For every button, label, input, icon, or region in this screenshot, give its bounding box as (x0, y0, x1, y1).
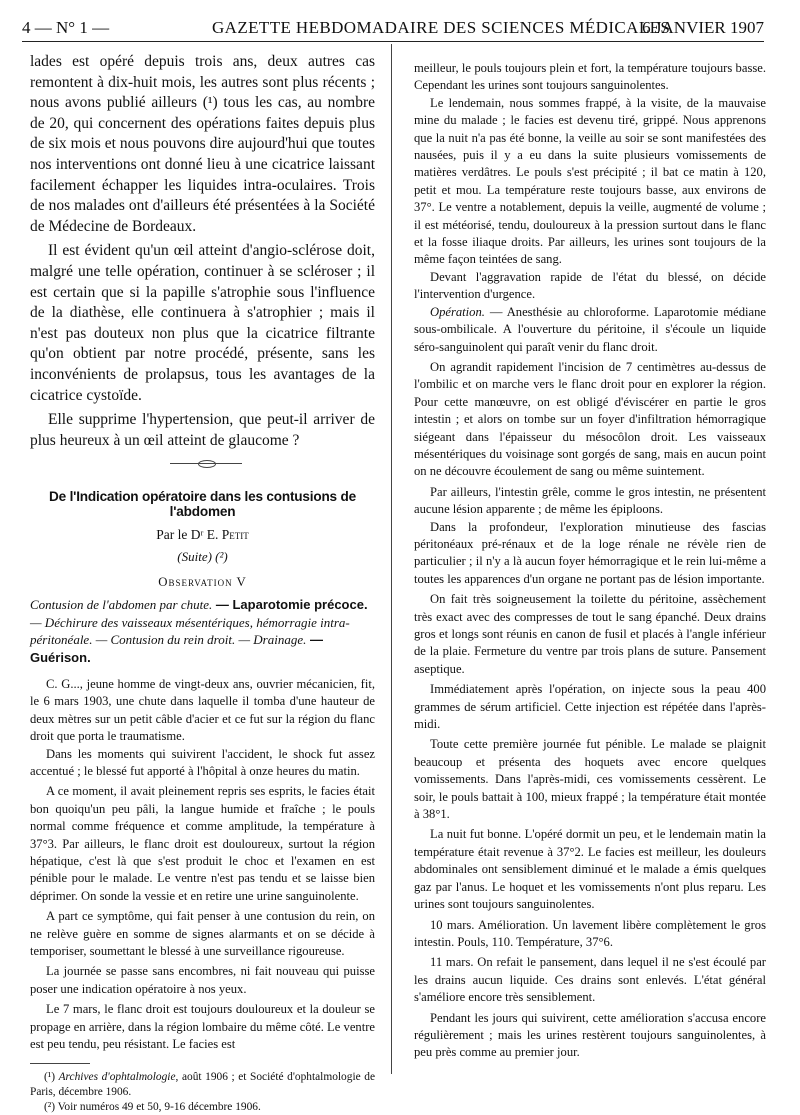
summary-part: — Laparotomie précoce. (212, 597, 368, 613)
paragraph: A part ce symptôme, qui fait penser à une contusion du rein, on ne relève guère en somme de signes alarmants et on se décide à temporiser, soumettant le blessé à une surveillance rigoureuse. (30, 909, 375, 958)
summary-part: — Déchirure des vaisseaux mésentériques, hémorragie intra-péritonéale. — Contusion du rein droit. — Drainage. (30, 614, 350, 648)
paragraph: On agrandit rapidement l'incision de 7 centimètres au-dessus de l'ombilic et on marche vers le flanc droit pour en explorer la région. Pour cette manœuvre, on est obligé d'éviscérer en partie le gros intestin ; et alors on tombe sur un foyer d'infiltration hémorragique siégeant dans l'épaisseur du mésocôlon droit. Les vaisseaux mésentériques du voisinage sont gorgés de sang, mais en aucun point on ne découvre écoulement de sang ou même suintement. (414, 359, 766, 479)
section-separator (30, 451, 375, 477)
author-name: Petit (221, 527, 249, 543)
paragraph: Toute cette première journée fut pénible. Le malade se plaignit beaucoup et présenta des hoquets avec encore quelques vomissements. Dans l'après-midi, ces vomissements cessèrent. Le soir, le pouls battait à 100, mieux frappé ; la température était montée à 38°1. (414, 737, 766, 822)
header-rule (22, 41, 764, 42)
operation-label: Opération. (430, 304, 485, 319)
footnotes (30, 1070, 375, 1114)
paragraph: 11 mars. On refait le pansement, dans lequel il ne s'est écoulé par les drains aucun liquide. Ces drains sont enlevés. L'état général s'améliore encore très sensiblement. (414, 955, 766, 1005)
operation-text: — Anesthésie au chloroforme. Laparotomie médiane sous-ombilicale. A l'ouverture du péritoine, il s'écoule un liquide séro-sanguinolent qui paraît venir du flanc droit. (414, 304, 766, 354)
observation-heading: Observation V (158, 575, 247, 590)
paragraph: Dans la profondeur, l'exploration minutieuse des fascias péritonéaux pré-rénaux et de la loge rénale ne révèle rien de particulier ; il n'y a là aucun foyer hémorragique et le rein lui-même a toutes les apparences d'un organe ne portant pas de lésion importante. (414, 519, 766, 586)
paragraph: A ce moment, il avait pleinement repris ses esprits, le facies était bon quoiqu'un peu pâli, la langue humide et fraîche ; le pouls normal comme fréquence et comme amplitude, la température à 37°3. Par ailleurs, le flanc droit est douloureux, surtout la région hépatique, c'est là que s'est produit le choc et l'examen en est pénible pour le malade. Le ventre n'est pas tendu et se laisse bien déprimer. On sonde la vessie et en retire une urine sanguinolente. (30, 784, 375, 903)
footnote-source: Archives d'ophtalmologie (58, 1071, 176, 1084)
footnote: (²) Voir numéros 49 et 50, 9-16 décembre 1906. (44, 1101, 261, 1114)
paragraph: La nuit fut bonne. L'opéré dormit un peu, et le lendemain matin la température était revenue à 37°2. Le facies est meilleur, les douleurs abdominales ont sensiblement diminué et le malade a émis quelques gaz par l'anus. Le hoquet et les vomissements n'ont plus reparu. Les urines sont toujours sanguinolentes. (414, 827, 766, 912)
paragraph: Il est évident qu'un œil atteint d'angio-sclérose doit, malgré une telle opération, continuer à se scléroser ; il est certain que si la papille s'atrophie sous l'influence de la diathèse, elle continuera à s'atrophier ; mais il n'est pas douteux non plus que la cicatrice filtrante qu'on obtient par notre procédé, présente, sans les inconvénients de prolapsus, tous les avantages de la cicatrice cystoïde. (30, 242, 375, 404)
paragraph: Le lendemain, nous sommes frappé, à la visite, de la mauvaise mine du malade ; le facies est devenu tiré, grippé. Nous apprenons que la nuit n'a pas été bonne, la veille au soir se sont manifestées des nausées, puis il y a eu dans la suite plusieurs vomissements de matières verdâtres. Le pouls s'est précipité ; il bat ce matin à 120, petit et mou. La température reste toujours basse, aux environs de 37°. Le ventre a notablement, depuis la veille, augmenté de volume ; il est météorisé, tendu, douloureux à la pression surtout dans le flanc et la fosse iliaque droits. Par ailleurs, les urines sont toujours de la même façon teintées de sang. (414, 95, 766, 267)
paragraph: C. G..., jeune homme de vingt-deux ans, ouvrier mécanicien, fit, le 6 mars 1903, une chute dans laquelle il tomba d'une hauteur de deux mètres sur un petit câble d'acier et ce fut sur la région du flanc droit que porta le traumatisme. (30, 676, 375, 744)
column-divider (391, 44, 392, 1074)
paragraph (414, 304, 766, 356)
byline-prefix: Par le Dʳ E. (156, 527, 219, 543)
case-summary (30, 596, 375, 666)
footnote (30, 1070, 375, 1100)
page-header (22, 18, 764, 40)
paragraph: 10 mars. Amélioration. Un lavement libère complètement le gros intestin. Pouls, 110. Température, 37°6. (414, 917, 766, 949)
footnote-text: , août 1906 ; et Société d'ophtalmologie de Paris, décembre 1906. (30, 1071, 375, 1099)
summary-part: — Guérison. (30, 632, 323, 665)
continued-note: (Suite) (²) (177, 549, 228, 565)
byline (30, 527, 375, 543)
paragraph: On fait très soigneusement la toilette du péritoine, assèchement très exact avec des compresses de tout le sang épanché. Deux drains gros et longs sont réunis en canon de fusil et placés à l'angle inférieur de la plaie. Fermeture du ventre par trois plans de suture. Pansement aseptique. (414, 592, 766, 676)
paragraph: Le 7 mars, le flanc droit est toujours douloureux et la douleur se propage en arrière, dans la région lombaire du même côté. Le ventre est peu tendu, peu résistant. Le facies est (30, 1002, 375, 1052)
paragraph: Pendant les jours qui suivirent, cette amélioration s'accusa encore régulièrement ; mais les urines restèrent toujours sanguinolentes, à peu près comme au premier jour. (414, 1010, 766, 1060)
page-number: 4 — N° 1 — (22, 18, 110, 37)
paragraph: lades est opéré depuis trois ans, deux autres cas remontent à dix-huit mois, les autres sont plus récents ; nous avons publié ailleurs (¹) tous les cas, au nombre de 20, qui concernent des opérations faites depuis plus de six mois et nous pouvons dire aujourd'hui que toutes nos interventions ont donné lieu à une cicatrice laissant facilement échapper les liquides intra-oculaires. Trois de nos malades ont d'ailleurs été présentées à la Société de Médecine de Bordeaux. (30, 53, 375, 235)
paragraph: Elle supprime l'hypertension, que peut-il arriver de plus heureux à un œil atteint de glaucome ? (30, 411, 375, 449)
paragraph: Dans les moments qui suivirent l'accident, le shock fut assez accentué ; le blessé fut apporté à l'hôpital à onze heures du matin. (30, 746, 375, 778)
paragraph: La journée se passe sans encombres, ni fait nouveau qui puisse poser une indication opératoire à nos yeux. (30, 964, 375, 996)
right-column (414, 60, 766, 1062)
paragraph: Devant l'aggravation rapide de l'état du blessé, on décide l'intervention d'urgence. (414, 269, 766, 302)
journal-title: GAZETTE HEBDOMADAIRE DES SCIENCES MÉDICALES (212, 18, 671, 37)
left-column (30, 52, 375, 1115)
footnote-rule (30, 1063, 90, 1064)
paragraph: meilleur, le pouls toujours plein et fort, la température toujours basse. Cependant les urines sont toujours sanguinolentes. (414, 61, 766, 93)
article-title: De l'Indication opératoire dans les contusions de l'abdomen (49, 489, 356, 520)
issue-date: 6 JANVIER 1907 (642, 18, 764, 37)
footnote-mark: (¹) (44, 1071, 59, 1084)
paragraph: Par ailleurs, l'intestin grêle, comme le gros intestin, ne présentent aucune lésion apparente ; de même les épiploons. (414, 484, 766, 517)
paragraph: Immédiatement après l'opération, on injecte sous la peau 400 grammes de sérum artificiel. Cette injection est répétée dans l'après-midi. (414, 682, 766, 732)
summary-part: Contusion de l'abdomen par chute. (30, 597, 213, 613)
